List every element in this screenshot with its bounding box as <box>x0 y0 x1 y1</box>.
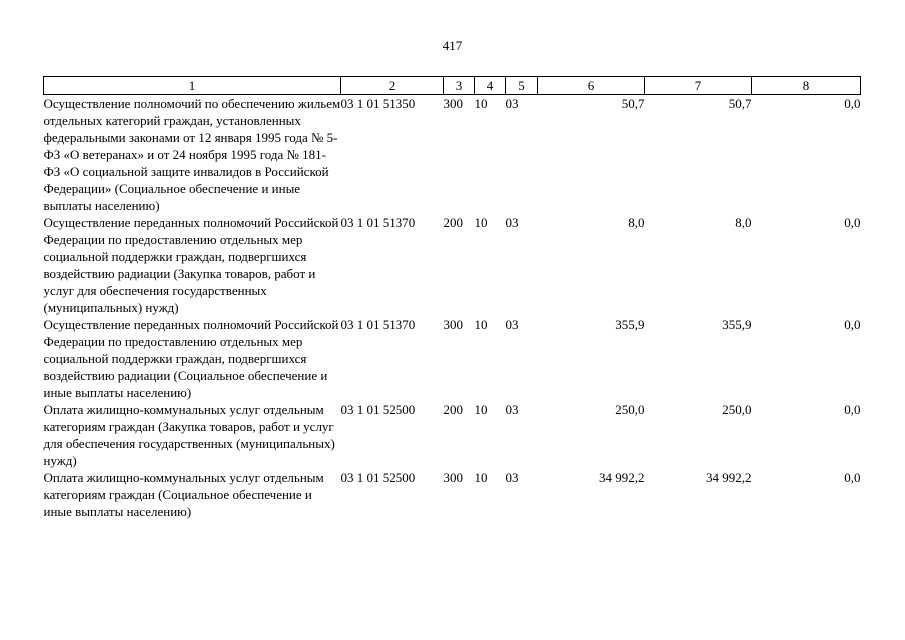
row-value-col6: 8,0 <box>628 215 645 230</box>
row-value-col7: 355,9 <box>722 317 752 332</box>
row-target-code: 03 1 01 51370 <box>340 215 416 230</box>
row-name: Осуществление переданных полномочий Российской Федерации по предоставлению отдельных мер социальной поддержки граждан, подвергшихся воздействию радиации (Закупка товаров, работ и услуг для обеспечения государственных (муниципальных) нужд) <box>43 215 339 315</box>
header-col-1: 1 <box>44 77 341 95</box>
row-subsection: 03 <box>505 96 519 111</box>
row-target-code: 03 1 01 52500 <box>340 402 416 417</box>
table-row <box>44 95 861 215</box>
table-row <box>44 316 861 401</box>
row-expense-type: 300 <box>443 96 463 111</box>
row-value-col8: 0,0 <box>844 96 861 111</box>
row-value-col7: 34 992,2 <box>706 470 752 485</box>
header-col-7: 7 <box>645 77 752 95</box>
row-value-col8: 0,0 <box>844 215 861 230</box>
header-col-5: 5 <box>506 77 538 95</box>
row-expense-type: 200 <box>443 402 463 417</box>
table-header <box>44 77 861 95</box>
row-value-col7: 50,7 <box>728 96 752 111</box>
row-value-col7: 250,0 <box>722 402 752 417</box>
row-value-col7: 8,0 <box>735 215 752 230</box>
table-body <box>44 95 861 521</box>
row-value-col6: 50,7 <box>621 96 645 111</box>
row-name: Осуществление переданных полномочий Российской Федерации по предоставлению отдельных мер социальной поддержки граждан, подвергшихся воздействию радиации (Социальное обеспечение и иные выплаты населению) <box>43 317 339 400</box>
row-target-code: 03 1 01 51350 <box>340 96 416 111</box>
budget-table <box>43 76 861 520</box>
row-name: Оплата жилищно-коммунальных услуг отдельным категориям граждан (Социальное обеспечение и иные выплаты населению) <box>43 470 324 519</box>
table-row <box>44 469 861 520</box>
row-expense-type: 300 <box>443 470 463 485</box>
table-row <box>44 401 861 469</box>
row-expense-type: 300 <box>443 317 463 332</box>
row-section: 10 <box>474 470 488 485</box>
row-value-col8: 0,0 <box>844 317 861 332</box>
header-col-8: 8 <box>752 77 861 95</box>
row-subsection: 03 <box>505 402 519 417</box>
header-col-3: 3 <box>444 77 475 95</box>
header-col-6: 6 <box>538 77 645 95</box>
row-name: Осуществление полномочий по обеспечению жильем отдельных категорий граждан, установленных федеральными законами от 12 января 1995 года № 5-ФЗ «О ветеранах» и от 24 ноября 1995 года № 181-ФЗ «О социальной защите инвалидов в Российской Федерации» (Социальное обеспечение и иные выплаты населению) <box>43 96 341 213</box>
row-value-col6: 250,0 <box>615 402 645 417</box>
row-target-code: 03 1 01 52500 <box>340 470 416 485</box>
row-section: 10 <box>474 96 488 111</box>
row-value-col6: 34 992,2 <box>599 470 645 485</box>
row-subsection: 03 <box>505 470 519 485</box>
row-section: 10 <box>474 215 488 230</box>
row-name: Оплата жилищно-коммунальных услуг отдельным категориям граждан (Закупка товаров, работ и услуг для обеспечения государственных (муниципальных) нужд) <box>43 402 335 468</box>
row-subsection: 03 <box>505 317 519 332</box>
row-expense-type: 200 <box>443 215 463 230</box>
header-col-4: 4 <box>475 77 506 95</box>
row-section: 10 <box>474 402 488 417</box>
row-value-col6: 355,9 <box>615 317 645 332</box>
row-target-code: 03 1 01 51370 <box>340 317 416 332</box>
header-row <box>44 77 861 95</box>
row-value-col8: 0,0 <box>844 402 861 417</box>
page-number: 417 <box>442 38 463 53</box>
row-value-col8: 0,0 <box>844 470 861 485</box>
row-section: 10 <box>474 317 488 332</box>
header-col-2: 2 <box>341 77 444 95</box>
table-row <box>44 214 861 316</box>
row-subsection: 03 <box>505 215 519 230</box>
